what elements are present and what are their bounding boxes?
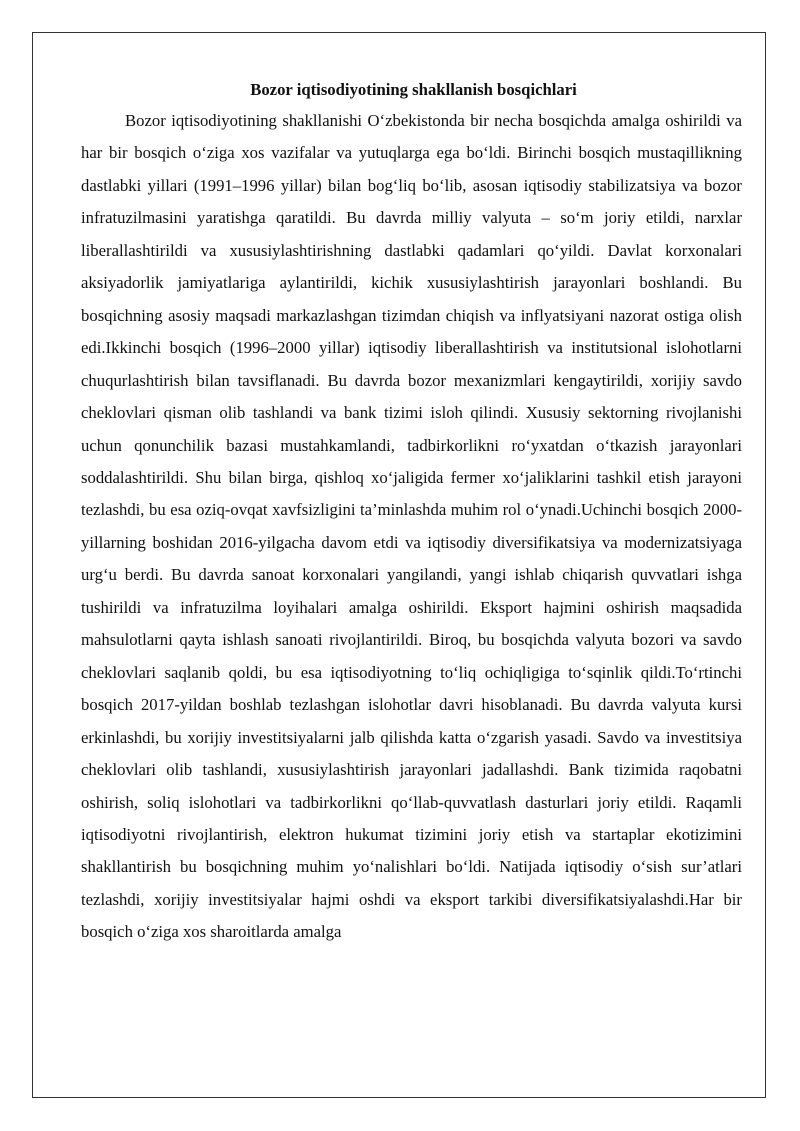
document-title: Bozor iqtisodiyotining shakllanish bosqichlari [250,80,577,99]
document-body [81,75,742,949]
document-paragraph: Bozor iqtisodiyotining shakllanishi O‘zbekistonda bir necha bosqichda amalga oshirildi va har bir bosqich o‘ziga xos vazifalar va yutuqlarga ega bo‘ldi. Birinchi bosqich mustaqillikning dastlabki yillari (1991–1996 yillar) bilan bog‘liq bo‘lib, asosan iqtisodiy stabilizatsiya va bozor infratuzilmasini yaratishga qaratildi. Bu davrda milliy valyuta – so‘m joriy etildi, narxlar liberallashtirildi va xususiylashtirishning dastlabki qadamlari qo‘yildi. Davlat korxonalari aksiyadorlik jamiyatlariga aylantirildi, kichik xususiylashtirish jarayonlari boshlandi. Bu bosqichning asosiy maqsadi markazlashgan tizimdan chiqish va inflyatsiyani nazorat ostiga olish edi.Ikkinchi bosqich (1996–2000 yillar) iqtisodiy liberallashtirish va institutsional islohotlarni chuqurlashtirish bilan tavsiflanadi. Bu davrda bozor mexanizmlari kengaytirildi, xorijiy savdo cheklovlari qisman olib tashlandi va bank tizimi isloh qilindi. Xususiy sektorning rivojlanishi uchun qonunchilik bazasi mustahkamlandi, tadbirkorlikni ro‘yxatdan o‘tkazish jarayonlari soddalashtirildi. Shu bilan birga, qishloq xo‘jaligida fermer xo‘jaliklarini tashkil etish jarayoni tezlashdi, bu esa oziq-ovqat xavfsizligini ta’minlashda muhim rol o‘ynadi.Uchinchi bosqich 2000-yillarning boshidan 2016-yilgacha davom etdi va iqtisodiy diversifikatsiya va modernizatsiyaga urg‘u berdi. Bu davrda sanoat korxonalari yangilandi, yangi ishlab chiqarish quvvatlari ishga tushirildi va infratuzilma loyihalari amalga oshirildi. Eksport hajmini oshirish maqsadida mahsulotlarni qayta ishlash sanoati rivojlantirildi. Biroq, bu bosqichda valyuta bozori va savdo cheklovlari saqlanib qoldi, bu esa iqtisodiyotning to‘liq ochiqligiga to‘sqinlik qildi.To‘rtinchi bosqich 2017-yildan boshlab tezlashgan islohotlar davri hisoblanadi. Bu davrda valyuta kursi erkinlashdi, bu xorijiy investitsiyalarni jalb qilishda katta o‘zgarish yasadi. Savdo va investitsiya cheklovlari olib tashlandi, xususiylashtirish jarayonlari jadallashdi. Bank tizimida raqobatni oshirish, soliq islohotlari va tadbirkorlikni qo‘llab-quvvatlash dasturlari joriy etildi. Raqamli iqtisodiyotni rivojlantirish, elektron hukumat tizimini joriy etish va startaplar ekotizimini shakllantirish bu bosqichning muhim yo‘nalishlari bo‘ldi. Natijada iqtisodiy o‘sish sur’atlari tezlashdi, xorijiy investitsiyalar hajmi oshdi va eksport tarkibi diversifikatsiyalashdi.Har bir bosqich o‘ziga xos sharoitlarda amalga [81,111,742,942]
